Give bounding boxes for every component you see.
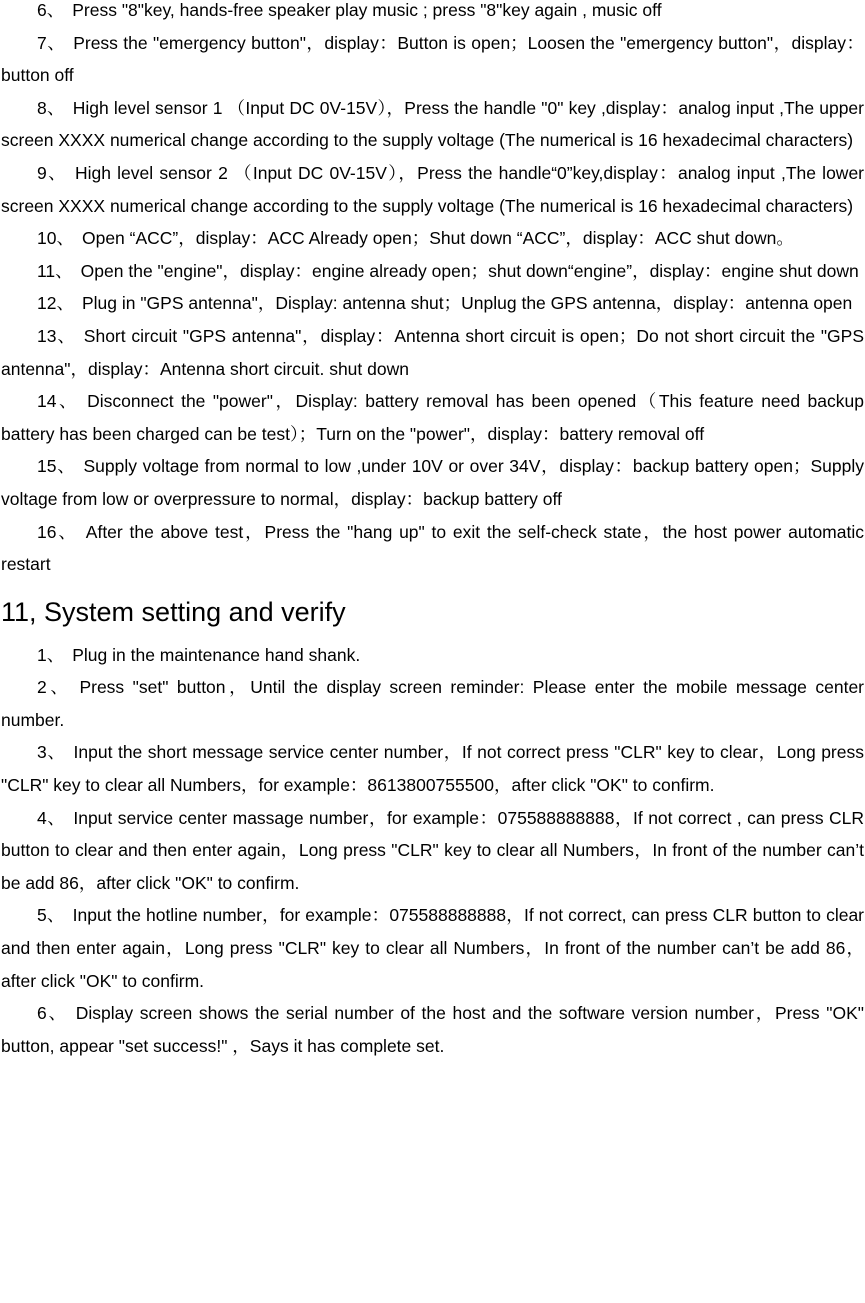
list-item-number: 12、: [37, 293, 74, 314]
list-item-number: 1、: [37, 644, 65, 665]
list-item-number: 8、: [37, 97, 65, 118]
list-item: [1, 287, 864, 320]
list-item: [1, 671, 864, 736]
list-item-text: After the above test，Press the "hang up" to exit the self-check state，the host power automatic restart: [1, 521, 864, 575]
list-item-number: 10、: [37, 228, 74, 249]
list-item-number: 4、: [37, 807, 66, 828]
self-check-steps-list: [1, 0, 864, 581]
list-item-text: Supply voltage from normal to low ,under 10V or over 34V，display：backup battery open；Supply voltage from low or overpressure to normal，display：backup battery off: [1, 456, 864, 509]
list-item: [1, 27, 864, 92]
list-item: [1, 320, 864, 385]
list-item-number: 15、: [37, 456, 76, 477]
list-item-text: Press the "emergency button"，display：Button is open；Loosen the "emergency button"，display：button off: [1, 32, 865, 86]
list-item-number: 5、: [37, 905, 65, 926]
list-item: [1, 222, 864, 255]
list-item-text: Short circuit "GPS antenna"，display：Antenna short circuit is open；Do not short circuit the "GPS antenna"，display：Antenna short circuit. shut down: [1, 325, 865, 379]
list-item-text: Plug in "GPS antenna"，Display: antenna shut；Unplug the GPS antenna，display：antenna open: [81, 293, 853, 314]
list-item-number: 3、: [37, 742, 66, 763]
list-item-number: 6、: [37, 0, 65, 20]
list-item: [1, 92, 864, 157]
list-item: [1, 997, 864, 1062]
list-item-number: 7、: [37, 32, 66, 53]
section-heading: 11, System setting and verify: [1, 596, 346, 627]
list-item-number: 16、: [37, 521, 78, 542]
list-item: [1, 385, 864, 450]
list-item-text: Press "set" button，Until the display screen reminder: Please enter the mobile message center number.: [1, 677, 865, 730]
list-item-text: Input service center massage number，for example：075588888888，If not correct , can press CLR button to clear and then enter again，Long press "CLR" key to clear all Numbers，In front of the number can’t be add 86，after click "OK" to confirm.: [1, 807, 864, 893]
list-item-text: Open “ACC”，display：ACC Already open；Shut down “ACC”，display：ACC shut down。: [81, 228, 794, 249]
list-item: [1, 0, 864, 27]
list-item-text: High level sensor 1 （Input DC 0V-15V），Press the handle "0" key ,display：analog input ,The upper screen XXXX numerical change according to the supply voltage (The numerical is 16 hexadecimal characters): [1, 97, 864, 151]
list-item-text: Display screen shows the serial number of the host and the software version number，Press "OK" button, appear "set success!" ，Says it has complete set.: [1, 1003, 864, 1056]
list-item: [1, 516, 864, 581]
list-item-number: 9、: [37, 162, 67, 183]
list-item-text: Disconnect the "power"，Display: battery removal has been opened（This feature need backup battery has been charged can be test）；Turn on the "power"，display：battery removal off: [1, 391, 864, 444]
list-item: [1, 255, 864, 288]
list-item-text: Press "8"key, hands-free speaker play music ; press "8"key again , music off: [72, 0, 662, 20]
list-item-number: 2、: [37, 677, 72, 698]
list-item-text: Input the short message service center number，If not correct press "CLR" key to clear，Long press "CLR" key to clear all Numbers，for example：8613800755500，after click "OK" to confirm.: [1, 742, 864, 796]
list-item-text: Open the "engine"，display：engine already open；shut down“engine”，display：engine shut down: [80, 260, 859, 281]
list-item: [1, 802, 864, 900]
list-item: [1, 639, 864, 672]
list-item-number: 14、: [37, 391, 80, 412]
list-item-number: 13、: [37, 325, 76, 346]
list-item-number: 11、: [37, 260, 73, 281]
list-item-text: Input the hotline number，for example：075588888888，If not correct, can press CLR button to clear and then enter again，Long press "CLR" key to clear all Numbers，In front of the number can’t be add 86，after click "OK" to confirm.: [1, 905, 865, 991]
system-setting-steps-list: [1, 639, 864, 1063]
list-item-number: 6、: [37, 1003, 68, 1024]
list-item: [1, 450, 864, 515]
list-item: [1, 899, 864, 997]
list-item-text: High level sensor 2 （Input DC 0V-15V），Press the handle“0”key,display：analog input ,The lower screen XXXX numerical change according to the supply voltage (The numerical is 16 hexadecimal characters): [1, 162, 865, 216]
list-item: [1, 157, 864, 222]
list-item: [1, 736, 864, 801]
list-item-text: Plug in the maintenance hand shank.: [72, 644, 361, 665]
